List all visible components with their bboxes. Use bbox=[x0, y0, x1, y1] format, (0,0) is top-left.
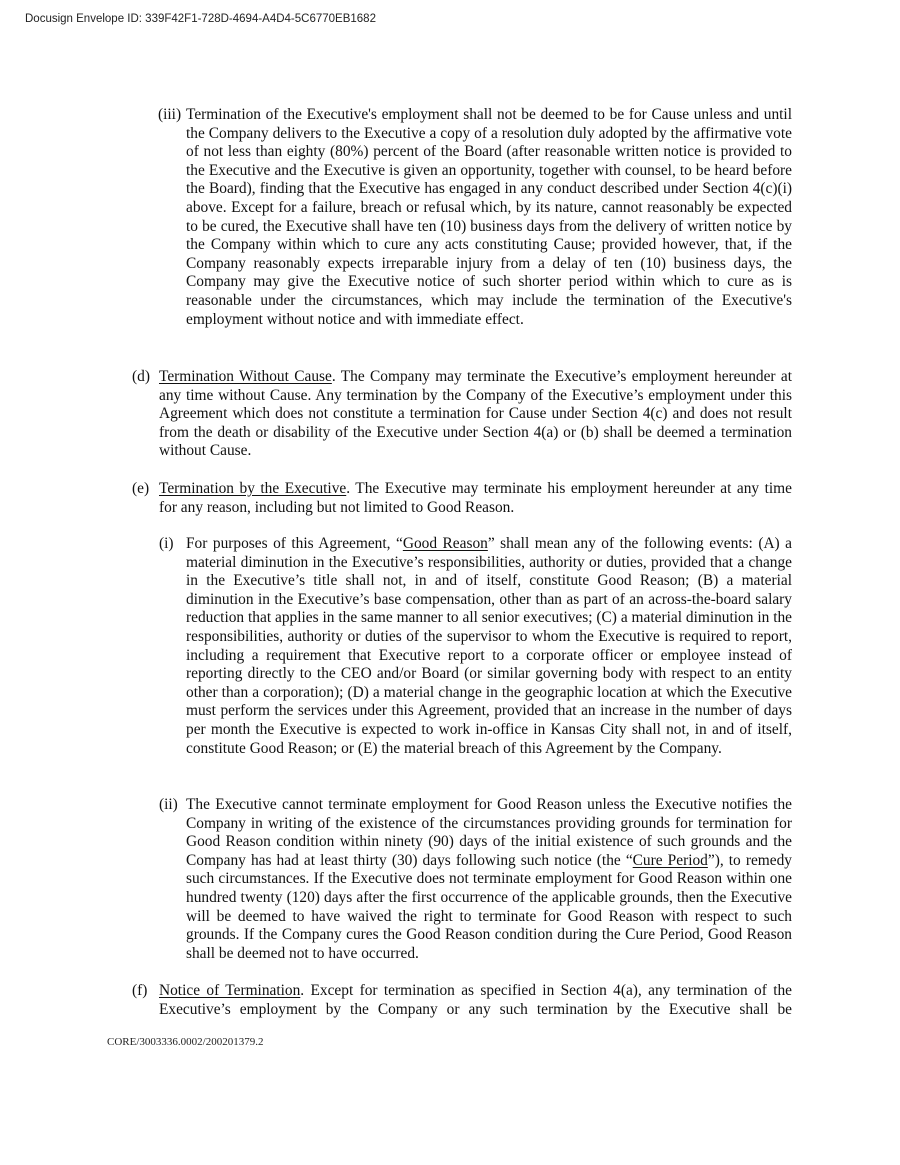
docusign-envelope-id: Docusign Envelope ID: 339F42F1-728D-4694-A4D4-5C6770EB1682 bbox=[25, 13, 376, 25]
good-reason-defined-term: Good Reason bbox=[402, 535, 488, 552]
section-c-iii-text: Termination of the Executive's employment shall not be deemed to be for Cause unless and until the Company delivers to the Executive a copy of a resolution duly adopted by the affirmative vote of not less than eighty (80%) percent of the Board (after reasonable written notice is provided to the Executive and the Executive is given an opportunity, together with counsel, to be heard before the Board), finding that the Executive has engaged in any conduct described under Section 4(c)(i) above. Except for a failure, breach or refusal which, by its nature, cannot reasonably be expected to be cured, the Executive shall have ten (10) business days from the delivery of written notice by the Company within which to cure any acts constituting Cause; provided however, that, if the Company reasonably expects irreparable injury from a delay of ten (10) business days, the Company may give the Executive notice of such shorter period within which to cure as is reasonable under the circumstances, which may include the termination of the Executive's employment without notice and with immediate effect. bbox=[186, 106, 792, 328]
section-e-ii-text-after: ”), to remedy such circumstances. If the Executive does not terminate employment for Good Reason within one hundred twenty (120) days after the first occurrence of the applicable grounds, then the Executive will be deemed to have waived the right to terminate for Good Reason with respect to such grounds. If the Company cures the Good Reason condition during the Cure Period, Good Reason shall be deemed not to have occurred. bbox=[186, 851, 792, 962]
section-f-paragraph bbox=[159, 982, 792, 1019]
section-e-i-text-before: For purposes of this Agreement, “ bbox=[186, 535, 403, 552]
section-e-i-paragraph bbox=[186, 535, 792, 758]
section-f-marker: (f) bbox=[132, 982, 148, 999]
section-e-marker: (e) bbox=[132, 480, 150, 497]
section-e-paragraph bbox=[159, 480, 792, 517]
section-f-heading: Notice of Termination bbox=[159, 982, 301, 999]
section-e-ii-marker: (ii) bbox=[159, 796, 178, 813]
cure-period-defined-term: Cure Period bbox=[632, 851, 708, 869]
section-d-marker: (d) bbox=[132, 368, 150, 385]
section-d-text: . The Company may terminate the Executive’s employment hereunder at any time without Cause. Any termination by the Company of the Executive’s employment under this Agreement which does not constitute a termination for Cause under Section 4(c) and does not result from the death or disability of the Executive under Section 4(a) or (b) shall be deemed a termination without Cause. bbox=[159, 368, 792, 460]
section-e-i-text-after: ” shall mean any of the following events: (A) a material diminution in the Executive’s responsibilities, authority or duties, provided that a change in the Executive’s title shall not, in and of itself, constitute Good Reason; (B) a material diminution in the Executive’s base compensation, other than as part of an across-the-board salary reduction that applies in the same manner to all senior executives; (C) a material diminution in the responsibilities, authority or duties of the supervisor to whom the Executive is required to report, including a requirement that Executive report to a corporate officer or employee instead of reporting directly to the CEO and/or Board (or similar governing body with respect to an entity other than a corporation); (D) a material change in the geographic location at which the Executive must perform the services under this Agreement, provided that an increase in the number of days per month the Executive is expected to work in-office in Kansas City shall not, in and of itself, constitute Good Reason; or (E) the material breach of this Agreement by the Company. bbox=[186, 535, 793, 757]
section-e-text: . The Executive may terminate his employment hereunder at any time for any reason, including but not limited to Good Reason. bbox=[159, 480, 792, 516]
document-footer-number: CORE/3003336.0002/200201379.2 bbox=[107, 1036, 264, 1048]
section-e-ii-text-before: The Executive cannot terminate employment for Good Reason unless the Executive notifies the Company in writing of the existence of the circumstances providing grounds for termination for Good Reason condition within ninety (90) days of the initial existence of such grounds and the Company has had at least thirty (30) days following such notice (the “ bbox=[186, 796, 792, 869]
section-d-heading: Termination Without Cause bbox=[159, 368, 332, 385]
section-e-i-marker: (i) bbox=[159, 535, 174, 552]
section-f-text: . Except for termination as specified in Section 4(a), any termination of the Executive’s employment by the Company or any such termination by the Executive shall be bbox=[159, 982, 792, 1018]
section-e-ii-paragraph bbox=[186, 796, 792, 963]
section-d-paragraph bbox=[159, 368, 792, 461]
section-c-iii-paragraph bbox=[186, 106, 792, 329]
section-e-heading: Termination by the Executive bbox=[159, 480, 347, 497]
section-c-iii-marker: (iii) bbox=[158, 106, 182, 123]
